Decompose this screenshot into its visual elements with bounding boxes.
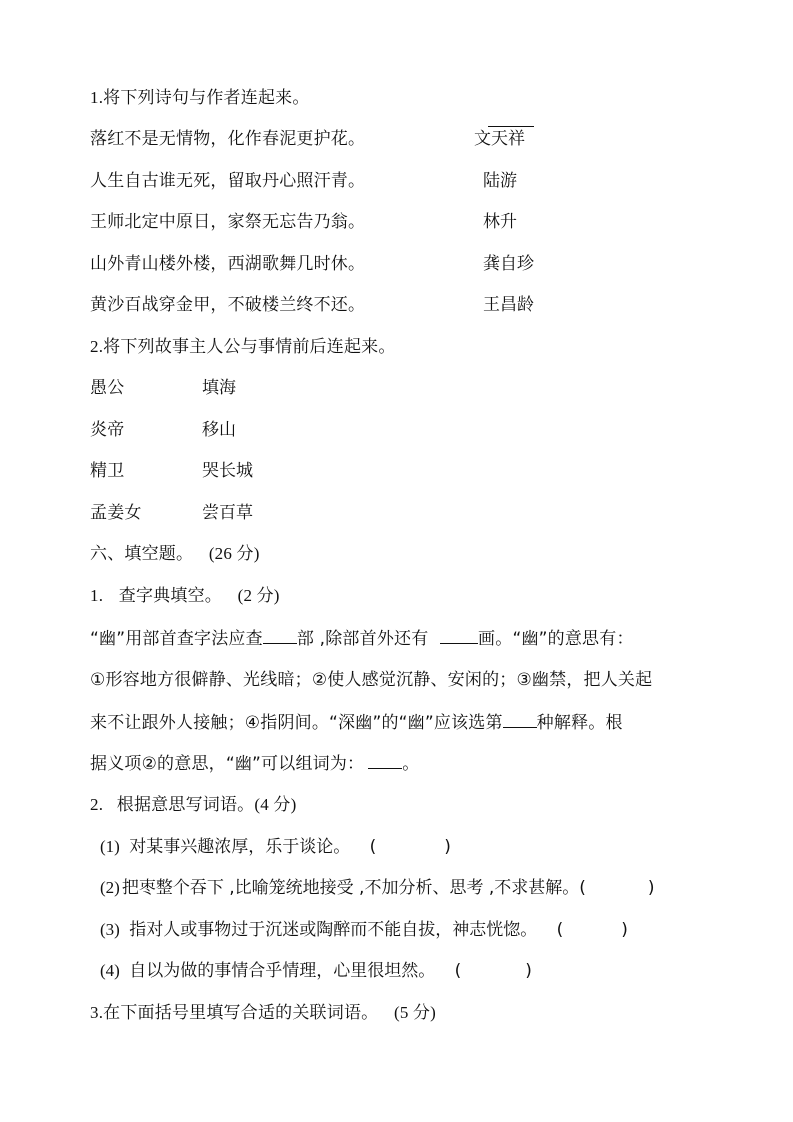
author-5: 王昌龄 — [483, 295, 534, 315]
fill1-text-4a: 据义项②的意思，“幽”可以组词为： — [90, 754, 365, 774]
fill2-number: 2. — [90, 795, 104, 814]
author-overline — [488, 126, 534, 127]
fill1-line-2: ①形容地方很僻静、光线暗；②使人感觉沉静、安闲的；③幽禁，把人关起 — [90, 670, 653, 690]
word-group-blank[interactable] — [368, 752, 402, 769]
fill1-title — [90, 585, 280, 607]
radical-blank[interactable] — [263, 627, 297, 644]
poem-line-1: 落红不是无情物，化作春泥更护花。 — [90, 129, 366, 149]
answer-open-paren: ( — [454, 961, 462, 981]
item-number: (1) — [100, 837, 120, 856]
fill1-text-4b: 。 — [402, 754, 420, 774]
item-text: 指对人或事物过于沉迷或陶醉而不能自拔，神志恍惚。 — [129, 920, 538, 940]
poem-line-3: 王师北定中原日，家祭无忘告乃翁。 — [90, 212, 366, 232]
q2-title — [90, 336, 396, 358]
fill2-score: (4 分) — [254, 795, 297, 814]
fill1-number: 1. — [90, 586, 104, 605]
section6-title-text: 六、填空题。 — [90, 544, 194, 564]
fill3-title — [90, 1002, 436, 1024]
event-1: 填海 — [202, 378, 236, 398]
answer-open-paren: ( — [556, 920, 564, 940]
item-number: (4) — [100, 961, 120, 980]
q2-number: 2. — [90, 337, 104, 356]
q1-number: 1. — [90, 88, 104, 107]
fill1-text-1b: 部 ,除部首外还有 — [296, 629, 435, 649]
answer-close-paren: ) — [621, 920, 628, 940]
answer-open-paren: ( — [579, 878, 586, 898]
section6-title — [90, 543, 260, 565]
fill1-line-1 — [90, 627, 634, 650]
person-2: 炎帝 — [90, 420, 125, 440]
person-1: 愚公 — [90, 378, 125, 398]
poem-line-4: 山外青山楼外楼，西湖歌舞几时休。 — [90, 254, 366, 274]
fill1-line-4 — [90, 752, 419, 775]
answer-close-paren: ) — [647, 878, 655, 898]
answer-open-paren: ( — [369, 837, 377, 857]
answer-close-paren: ) — [525, 961, 532, 981]
fill1-text-1c: 画。“幽”的意思有： — [478, 629, 634, 649]
stroke-count-blank[interactable] — [440, 627, 478, 644]
fill2-item-2 — [100, 877, 655, 899]
fill1-text-3b: 种解释。根 — [536, 713, 623, 733]
author-1: 文天祥 — [474, 129, 525, 149]
q2-title-text: 将下列故事主人公与事情前后连起来。 — [103, 337, 396, 357]
q1-title — [90, 87, 310, 109]
event-4: 尝百草 — [202, 503, 253, 523]
answer-close-paren: ) — [444, 837, 451, 857]
item-text: 自以为做的事情合乎情理，心里很坦然。 — [129, 961, 436, 981]
q1-title-text: 将下列诗句与作者连起来。 — [103, 88, 310, 108]
item-number: (3) — [100, 920, 120, 939]
fill1-score: (2 分) — [237, 586, 280, 605]
event-2: 移山 — [202, 420, 236, 440]
fill3-number: 3. — [90, 1003, 104, 1022]
person-4: 孟姜女 — [90, 503, 142, 523]
item-number: (2) — [100, 878, 120, 897]
fill1-text-1a: “幽”用部首查字法应查 — [90, 629, 263, 649]
item-text: 把枣整个吞下 ,比喻笼统地接受 ,不加分析、思考 ,不求甚解。 — [121, 878, 580, 898]
poem-line-5: 黄沙百战穿金甲，不破楼兰终不还。 — [90, 295, 366, 315]
author-4: 龚自珍 — [483, 254, 534, 274]
event-3: 哭长城 — [202, 461, 253, 481]
fill3-score: (5 分) — [393, 1003, 437, 1022]
fill2-title — [90, 794, 296, 816]
poem-line-2: 人生自古谁无死，留取丹心照汗青。 — [90, 171, 366, 191]
fill1-line-3 — [90, 711, 623, 734]
author-3: 林升 — [483, 212, 517, 232]
fill2-title-text: 根据意思写词语。 — [116, 795, 255, 815]
item-text: 对某事兴趣浓厚，乐于谈论。 — [129, 837, 351, 857]
section6-score: (26 分) — [208, 544, 260, 563]
meaning-choice-blank[interactable] — [503, 711, 537, 728]
fill1-title-text: 查字典填空。 — [118, 586, 222, 606]
fill2-item-3 — [100, 919, 628, 941]
fill3-title-text: 在下面括号里填写合适的关联词语。 — [103, 1003, 379, 1023]
fill2-item-4 — [100, 960, 532, 982]
person-3: 精卫 — [90, 461, 125, 481]
fill2-item-1 — [100, 836, 451, 858]
fill1-text-3a: 来不让跟外人接触；④指阴间。“深幽”的“幽”应该选第 — [90, 713, 503, 733]
author-2: 陆游 — [483, 171, 517, 191]
